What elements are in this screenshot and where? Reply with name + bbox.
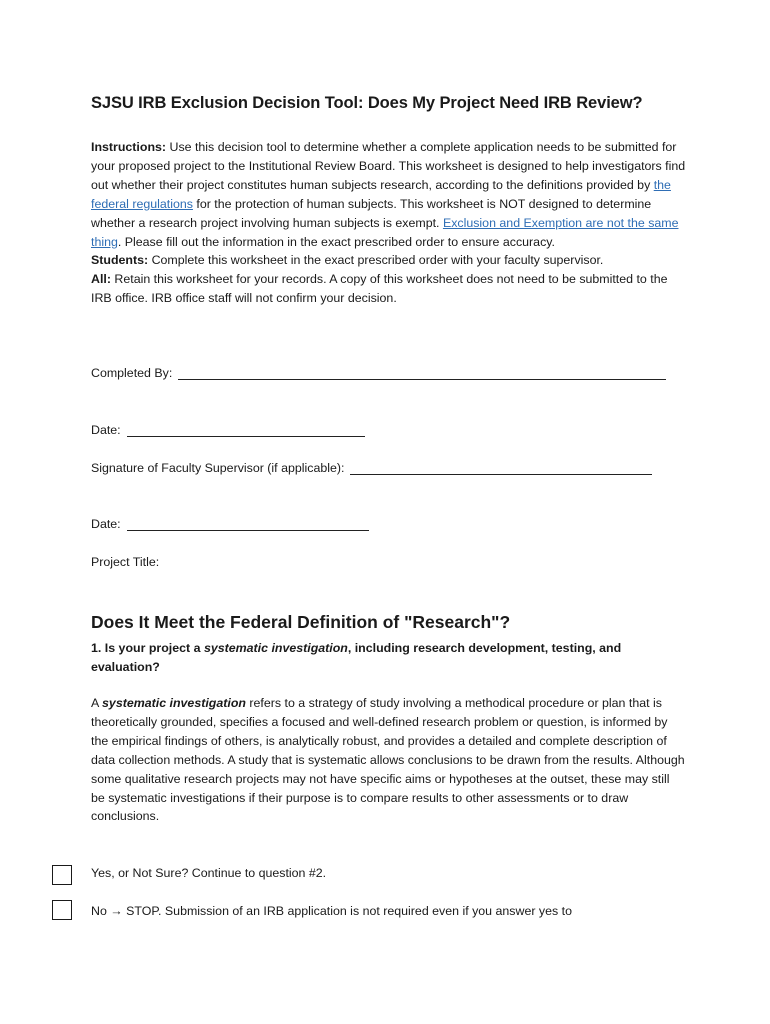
instructions-text-1: Use this decision tool to determine whether a complete application needs to be submitted for your proposed project to the Institutional Review Board. This worksheet is designed to help investigators find out whether their project constitutes human subjects research, according to the definitions provided by (91, 140, 686, 192)
completed-by-label: Completed By: (91, 366, 173, 380)
definition-term: systematic investigation (102, 696, 246, 710)
question-1-prefix: 1. Is your project a (91, 641, 204, 655)
document-title: SJSU IRB Exclusion Decision Tool: Does My Project Need IRB Review? (91, 94, 643, 112)
section-heading: Does It Meet the Federal Definition of "Research"? (91, 612, 511, 632)
date-line-1[interactable] (127, 424, 365, 437)
signature-field (91, 461, 652, 475)
definition-paragraph (91, 694, 686, 826)
question-1-emphasis: systematic investigation (203, 641, 348, 655)
completed-by-line[interactable] (178, 367, 666, 380)
instructions-paragraph (91, 138, 691, 308)
students-label: Students: (91, 253, 149, 268)
all-label: All: (91, 272, 111, 287)
all-text: Retain this worksheet for your records. A copy of this worksheet does not need to be submitted to the IRB office. IRB office staff will not confirm your decision. (91, 272, 668, 306)
project-title-field (91, 555, 159, 569)
instructions-label: Instructions: (91, 140, 167, 154)
date-label-2: Date: (91, 517, 121, 531)
exclusion-exemption-link[interactable]: Exclusion and Exemption are not the same thing (91, 215, 679, 249)
project-title-label: Project Title: (91, 555, 160, 569)
students-text: Complete this worksheet in the exact prescribed order with your faculty supervisor. (148, 253, 604, 268)
instructions-text-2: for the protection of human subjects. This worksheet is NOT designed to determine whether a research project involving human subjects is exempt. (91, 196, 652, 230)
definition-article: A (91, 696, 103, 710)
option-no-label: No → STOP. Submission of an IRB application is not required even if you answer yes to (91, 904, 572, 918)
date-line-2[interactable] (127, 518, 369, 531)
question-1 (91, 639, 671, 677)
federal-regulations-link[interactable]: the federal regulations (91, 177, 671, 211)
date-label-1: Date: (91, 423, 121, 437)
no-stop-checkbox[interactable] (52, 900, 72, 920)
signature-label: Signature of Faculty Supervisor (if applicable): (91, 461, 345, 475)
question-1-suffix: , including research development, testing, and evaluation? (91, 641, 622, 674)
completed-by-field (91, 366, 666, 380)
date-field-1 (91, 423, 365, 437)
instructions-text-3: . Please fill out the information in the exact prescribed order to ensure accuracy. (117, 234, 555, 249)
yes-not-sure-checkbox[interactable] (52, 865, 72, 885)
option-yes-label: Yes, or Not Sure? Continue to question #2. (91, 866, 327, 880)
signature-line[interactable] (350, 462, 652, 475)
definition-text: refers to a strategy of study involving a methodical procedure or plan that is theoretically grounded, specifies a focused and well-defined research problem or question, is informed by the empirical findings of others, is analytically robust, and provides a detailed and complete description of data collection methods. A study that is systematic allows conclusions to be drawn from the results. Although some qualitative research projects may not have specific aims or hypotheses at the outset, these may still be systematic investigations if their purpose is to compare results to other assessments or to draw conclusions. (91, 696, 685, 824)
date-field-2 (91, 517, 369, 531)
